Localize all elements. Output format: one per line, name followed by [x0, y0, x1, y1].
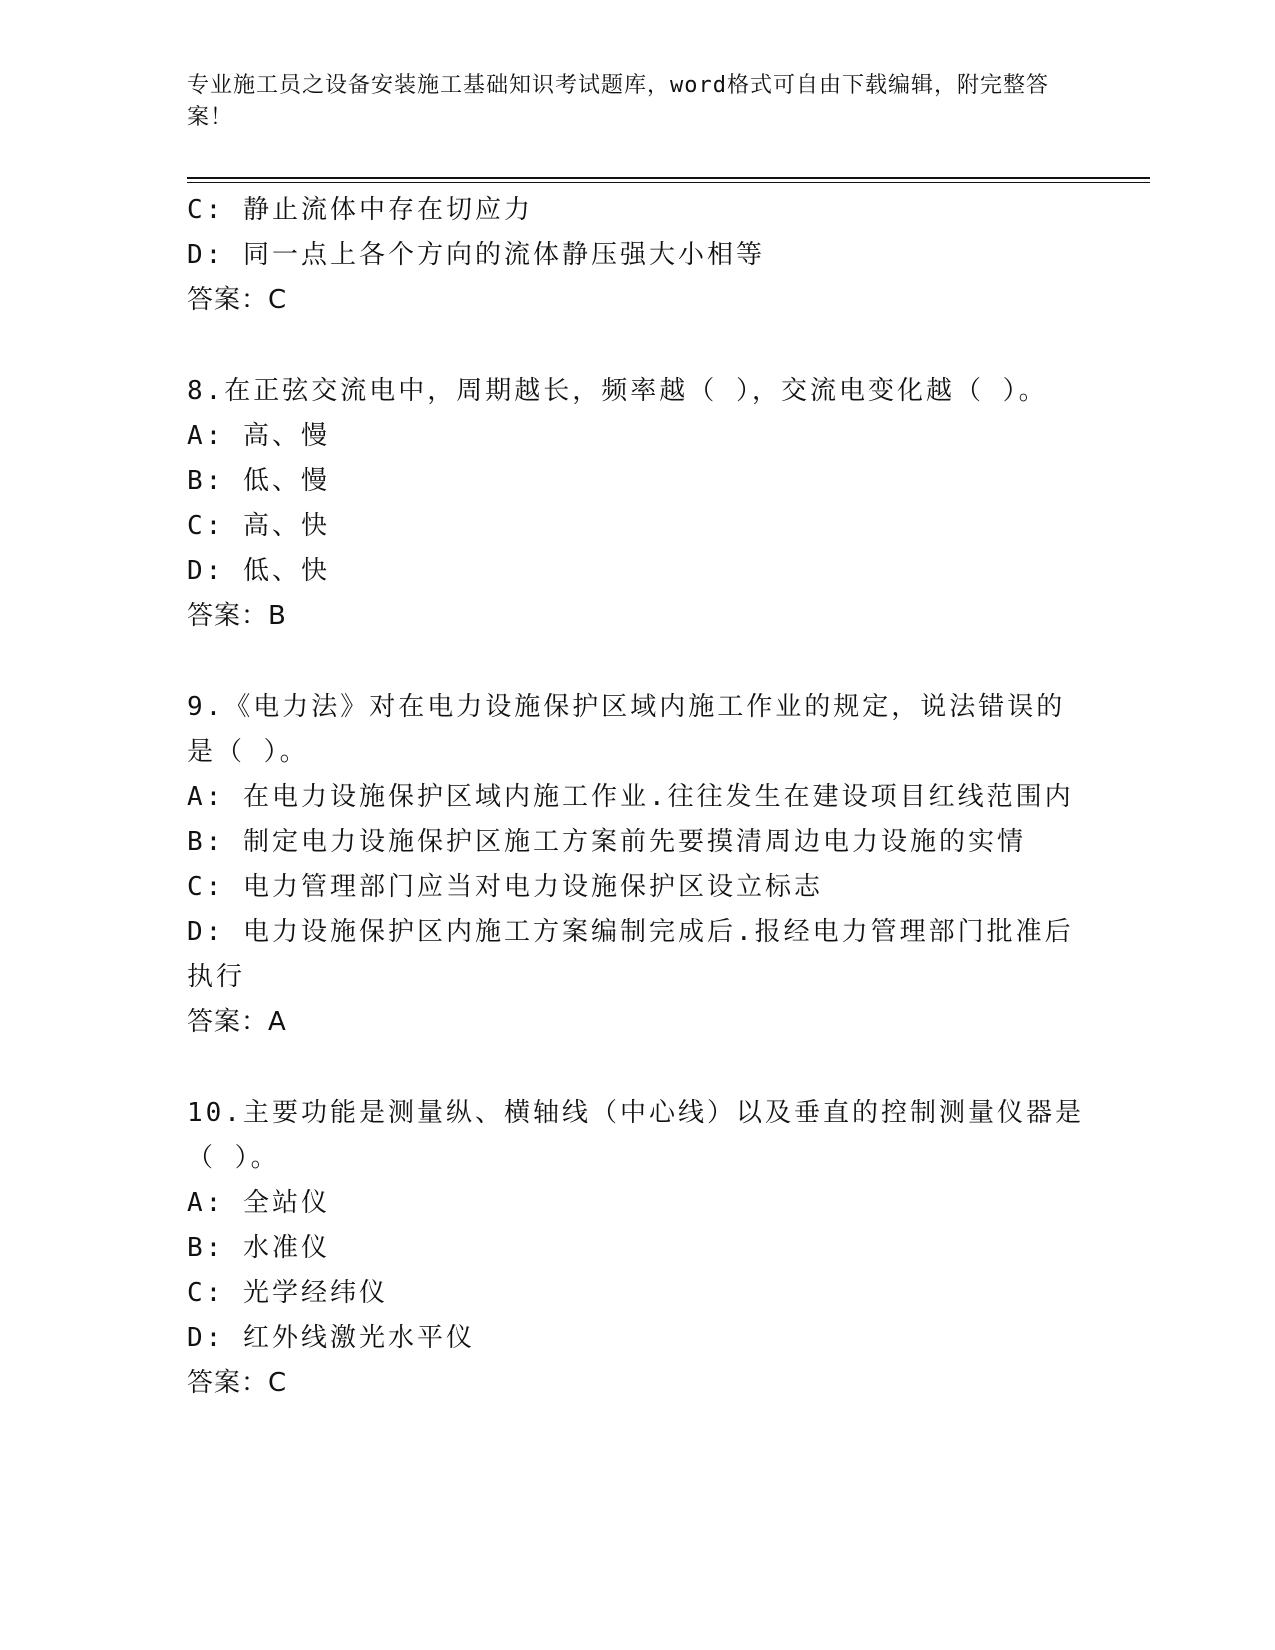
- question-9: [187, 685, 1087, 1045]
- question-10: [187, 1091, 1087, 1406]
- option-d: D: 电力设施保护区内施工方案编制完成后.报经电力管理部门批准后: [187, 917, 1074, 947]
- option-a: A: 全站仪: [187, 1188, 330, 1218]
- option-c: C: 光学经纬仪: [187, 1278, 388, 1308]
- question-stem: 8.在正弦交流电中，周期越长，频率越（ ），交流电变化越（ ）。: [187, 376, 1048, 406]
- question-7-continued: [187, 188, 1087, 323]
- option-a: A: 在电力设施保护区域内施工作业.往往发生在建设项目红线范围内: [187, 782, 1074, 812]
- answer-line: 答案：C: [187, 1368, 288, 1398]
- option-c: C: 电力管理部门应当对电力设施保护区设立标志: [187, 872, 823, 902]
- answer-line: 答案：C: [187, 285, 288, 315]
- option-b: B: 制定电力设施保护区施工方案前先要摸清周边电力设施的实情: [187, 827, 1026, 857]
- option-c: C: 高、快: [187, 511, 330, 541]
- option-b: B: 水准仪: [187, 1233, 330, 1263]
- option-a: A: 高、慢: [187, 421, 330, 451]
- option-d: D: 同一点上各个方向的流体静压强大小相等: [187, 240, 765, 270]
- option-c: C: 静止流体中存在切应力: [187, 195, 533, 225]
- question-stem-continued: （ ）。: [187, 1143, 280, 1173]
- option-d-continued: 执行: [187, 962, 246, 992]
- document-header: 专业施工员之设备安装施工基础知识考试题库，word格式可自由下载编辑，附完整答案！: [187, 73, 1049, 130]
- question-stem: 9.《电力法》对在电力设施保护区域内施工作业的规定，说法错误的: [187, 692, 1066, 722]
- header-divider: [187, 177, 1150, 183]
- option-d: D: 红外线激光水平仪: [187, 1323, 475, 1353]
- question-list: [187, 188, 1087, 1406]
- option-b: B: 低、慢: [187, 466, 330, 496]
- question-stem: 10.主要功能是测量纵、横轴线（中心线）以及垂直的控制测量仪器是: [187, 1098, 1084, 1128]
- option-d: D: 低、快: [187, 556, 330, 586]
- question-8: [187, 369, 1087, 639]
- answer-line: 答案：B: [187, 601, 287, 631]
- question-stem-continued: 是（ ）。: [187, 737, 309, 767]
- answer-line: 答案：A: [187, 1007, 287, 1037]
